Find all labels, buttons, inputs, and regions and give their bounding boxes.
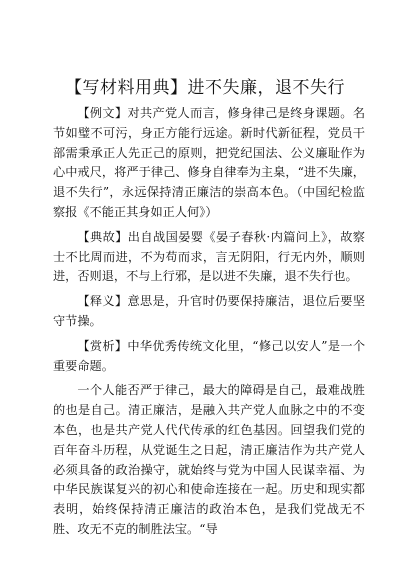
paragraph-meaning [53,292,365,332]
paragraph-text: 对共产党人而言，修身律己是终身课题。名节如璧不可污，身正方能行远途。新时代新征程，党员干部需秉承正人先正己的原则，把党纪国法、公义廉耻作为心中戒尺，将严于律己、修身自律奉为主臬，“进不失廉，退不失行”，永远保持清正廉洁的崇高本色。（中国纪检监察报《不能正其身如正人何》） [53,106,366,219]
document-title: 【写材料用典】进不失廉，退不失行 [65,78,345,98]
paragraph-tag: 【例文】 [77,106,128,120]
paragraph-tag: 【释义】 [77,294,128,309]
paragraph-tag: 【赏析】 [77,338,128,353]
paragraph-appreciation-body [53,381,365,539]
paragraph-tag: 【典故】 [77,229,128,244]
paragraph-allusion [53,228,365,287]
paragraph-text: 一个人能否严于律己，最大的障碍是自己，最难战胜的也是自己。清正廉洁，是融入共产党人血脉之中的不变本色，也是共产党人代代传承的红色基因。回望我们党的百年奋斗历程，从党诞生之日起，清正廉洁作为共产党人必须具备的政治操守，就始终与党为中国人民谋幸福、为中华民族谋复兴的初心和使命连接在一起。历史和现实都表明，始终保持清正廉洁的政治本色，是我们党战无不胜、攻无不克的制胜法宝。“导 [53,383,365,536]
paragraph-appreciation [53,337,365,377]
paragraph-text: 中华优秀传统文化里，“修己以安人”是一个重要命题。 [53,338,366,373]
paragraph-text: 意思是，升官时仍要保持廉洁，退位后要坚守节操。 [53,294,366,328]
paragraph-example [53,104,365,223]
document-body [53,104,365,545]
paragraph-text: 出自战国晏婴《晏子春秋·内篇问上》，故察士不比周而进，不为苟而求，言无阴阳，行无内外，顺则进，否则退，不与上行邪，是以进不失廉，退不失行也。 [53,229,365,284]
